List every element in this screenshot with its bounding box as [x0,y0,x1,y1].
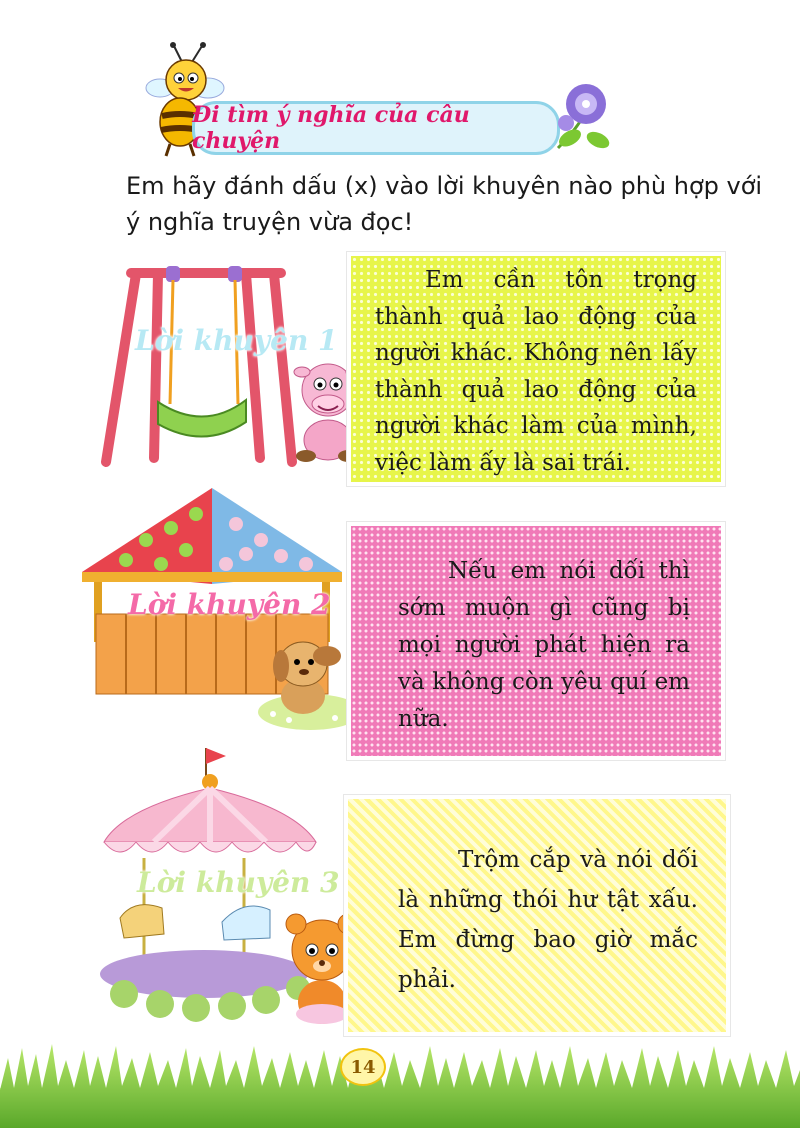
page-number: 14 [340,1048,386,1086]
advice-text-1: Em cần tôn trọng thành quả lao động của người khác. Không nên lấy thành quả lao động của người khác làm của mình, việc làm ấy là sai trái. [375,267,697,476]
advice-label-3: Lời khuyên 3 [137,866,340,899]
advice-text-2: Nếu em nói dối thì sớm muộn gì cũng bị mọi người phát hiện ra và không còn yêu quí em nữa. [398,558,690,732]
swing-icon [96,262,306,472]
page-title: Đi tìm ý nghĩa của câu chuyện [192,102,470,154]
grass-icon [0,1030,800,1128]
advice-text-3: Trộm cắp và nói dối là những thói hư tật xấu. Em đừng bao giờ mắc phải. [398,847,698,993]
morning-glory-icon [548,78,618,160]
advice-label-2: Lời khuyên 2 [128,588,331,621]
advice-label-1: Lời khuyên 1 [135,324,338,357]
instruction-text: Em hãy đánh dấu (x) vào lời khuyên nào phù hợp với ý nghĩa truyện vừa đọc! [126,172,763,236]
